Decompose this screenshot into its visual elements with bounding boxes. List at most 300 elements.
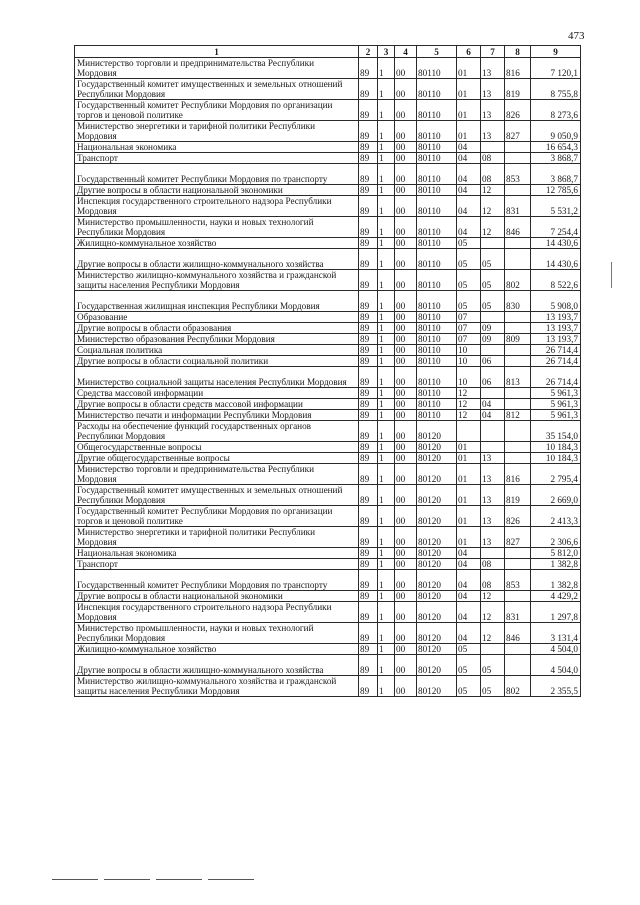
code-cell: [505, 356, 531, 367]
table-row: [75, 367, 581, 388]
code-cell: 00: [395, 421, 417, 442]
code-cell: 89: [359, 591, 378, 602]
code-cell: 00: [395, 291, 417, 312]
code-cell: 1: [378, 570, 395, 591]
row-name-cell: Другие вопросы в области жилищно-коммунального хозяйства: [75, 249, 359, 270]
code-cell: 80110: [417, 249, 457, 270]
code-cell: 06: [481, 356, 505, 367]
code-cell: 00: [395, 602, 417, 623]
code-cell: 89: [359, 464, 378, 485]
amount-cell: 2 413,3: [531, 506, 581, 527]
code-cell: 10: [457, 367, 481, 388]
table-row: [75, 388, 581, 399]
code-cell: 00: [395, 58, 417, 79]
code-cell: 809: [505, 334, 531, 345]
page-number: 473: [568, 30, 585, 42]
code-cell: 00: [395, 345, 417, 356]
row-name-cell: Инспекция государственного строительного надзора Республики Мордовия: [75, 196, 359, 217]
row-name-cell: Средства массовой информации: [75, 388, 359, 399]
code-cell: 00: [395, 676, 417, 697]
row-name-cell: Другие вопросы в области социальной политики: [75, 356, 359, 367]
code-cell: [505, 453, 531, 464]
table-row: [75, 291, 581, 312]
amount-cell: 2 306,6: [531, 527, 581, 548]
code-cell: [505, 388, 531, 399]
code-cell: 04: [457, 217, 481, 238]
code-cell: 89: [359, 506, 378, 527]
code-cell: 01: [457, 485, 481, 506]
row-name-cell: Жилищно-коммунальное хозяйство: [75, 238, 359, 249]
code-cell: 80110: [417, 367, 457, 388]
code-cell: [505, 249, 531, 270]
table-row: [75, 334, 581, 345]
code-cell: 00: [395, 196, 417, 217]
code-cell: 12: [481, 591, 505, 602]
code-cell: 80120: [417, 506, 457, 527]
code-cell: 1: [378, 559, 395, 570]
code-cell: 1: [378, 334, 395, 345]
code-cell: 05: [457, 644, 481, 655]
code-cell: 819: [505, 79, 531, 100]
code-cell: 89: [359, 548, 378, 559]
amount-cell: 10 184,3: [531, 453, 581, 464]
row-name-cell: Образование: [75, 312, 359, 323]
footer-rule: [52, 879, 98, 880]
code-cell: 80120: [417, 602, 457, 623]
table-row: [75, 185, 581, 196]
code-cell: [481, 312, 505, 323]
table-row: [75, 249, 581, 270]
code-cell: 80120: [417, 559, 457, 570]
amount-cell: 1 382,8: [531, 559, 581, 570]
column-header: 4: [395, 46, 417, 58]
code-cell: 1: [378, 367, 395, 388]
code-cell: 80120: [417, 527, 457, 548]
code-cell: 1: [378, 185, 395, 196]
code-cell: 04: [457, 153, 481, 164]
code-cell: 04: [457, 196, 481, 217]
code-cell: 89: [359, 527, 378, 548]
table-row: [75, 410, 581, 421]
code-cell: 80110: [417, 217, 457, 238]
code-cell: 13: [481, 527, 505, 548]
table-row: [75, 196, 581, 217]
code-cell: 89: [359, 345, 378, 356]
table-row: [75, 312, 581, 323]
code-cell: [505, 559, 531, 570]
code-cell: 826: [505, 506, 531, 527]
table-row: [75, 217, 581, 238]
code-cell: 89: [359, 410, 378, 421]
code-cell: 831: [505, 602, 531, 623]
code-cell: 00: [395, 164, 417, 185]
code-cell: [505, 442, 531, 453]
code-cell: 04: [457, 548, 481, 559]
code-cell: 89: [359, 249, 378, 270]
code-cell: 12: [481, 185, 505, 196]
code-cell: 00: [395, 527, 417, 548]
table-row: [75, 655, 581, 676]
code-cell: 89: [359, 312, 378, 323]
code-cell: 12: [481, 196, 505, 217]
code-cell: 80110: [417, 399, 457, 410]
code-cell: 05: [481, 655, 505, 676]
amount-cell: 3 868,7: [531, 164, 581, 185]
row-name-cell: Министерство энергетики и тарифной политики Республики Мордовия: [75, 527, 359, 548]
row-name-cell: Другие вопросы в области национальной экономики: [75, 591, 359, 602]
code-cell: 1: [378, 676, 395, 697]
amount-cell: 4 429,2: [531, 591, 581, 602]
code-cell: 00: [395, 100, 417, 121]
table-row: [75, 623, 581, 644]
code-cell: 1: [378, 623, 395, 644]
code-cell: 89: [359, 623, 378, 644]
code-cell: 80120: [417, 655, 457, 676]
code-cell: 12: [481, 217, 505, 238]
amount-cell: 4 504,0: [531, 655, 581, 676]
code-cell: 01: [457, 79, 481, 100]
amount-cell: 4 504,0: [531, 644, 581, 655]
column-header: 7: [481, 46, 505, 58]
code-cell: 08: [481, 164, 505, 185]
code-cell: 80120: [417, 453, 457, 464]
code-cell: 04: [457, 591, 481, 602]
code-cell: 1: [378, 453, 395, 464]
column-header: 5: [417, 46, 457, 58]
code-cell: 13: [481, 485, 505, 506]
code-cell: 89: [359, 291, 378, 312]
amount-cell: 8 522,6: [531, 270, 581, 291]
row-name-cell: Министерство жилищно-коммунального хозяйства и гражданской защиты населения Республики Мордовия: [75, 270, 359, 291]
table-row: [75, 570, 581, 591]
column-header: 1: [75, 46, 359, 58]
code-cell: 1: [378, 506, 395, 527]
table-row: [75, 58, 581, 79]
code-cell: 89: [359, 356, 378, 367]
table-row: [75, 270, 581, 291]
code-cell: 05: [457, 291, 481, 312]
table-row: [75, 442, 581, 453]
column-header: 8: [505, 46, 531, 58]
row-name-cell: Министерство печати и информации Республики Мордовия: [75, 410, 359, 421]
code-cell: 80110: [417, 238, 457, 249]
code-cell: 05: [481, 676, 505, 697]
amount-cell: 3 131,4: [531, 623, 581, 644]
code-cell: 89: [359, 570, 378, 591]
code-cell: 05: [481, 291, 505, 312]
code-cell: 09: [481, 323, 505, 334]
row-name-cell: Другие вопросы в области образования: [75, 323, 359, 334]
row-name-cell: Государственная жилищная инспекция Республики Мордовия: [75, 291, 359, 312]
amount-cell: 26 714,4: [531, 367, 581, 388]
code-cell: 1: [378, 79, 395, 100]
code-cell: 89: [359, 388, 378, 399]
code-cell: 89: [359, 399, 378, 410]
code-cell: 80120: [417, 548, 457, 559]
code-cell: 1: [378, 312, 395, 323]
amount-cell: 35 154,0: [531, 421, 581, 442]
code-cell: 00: [395, 570, 417, 591]
code-cell: 89: [359, 164, 378, 185]
code-cell: 80120: [417, 676, 457, 697]
code-cell: 80120: [417, 591, 457, 602]
table-row: [75, 644, 581, 655]
code-cell: 00: [395, 323, 417, 334]
code-cell: 1: [378, 345, 395, 356]
table-row: [75, 602, 581, 623]
code-cell: [457, 421, 481, 442]
code-cell: 80110: [417, 345, 457, 356]
code-cell: 13: [481, 79, 505, 100]
code-cell: 89: [359, 270, 378, 291]
code-cell: 813: [505, 367, 531, 388]
row-name-cell: Государственный комитет Республики Мордовия по транспорту: [75, 570, 359, 591]
amount-cell: 5 531,2: [531, 196, 581, 217]
code-cell: 00: [395, 464, 417, 485]
row-name-cell: Государственный комитет имущественных и земельных отношений Республики Мордовия: [75, 485, 359, 506]
code-cell: 05: [457, 249, 481, 270]
code-cell: 04: [457, 570, 481, 591]
code-cell: 04: [457, 623, 481, 644]
code-cell: 80110: [417, 164, 457, 185]
code-cell: 1: [378, 121, 395, 142]
amount-cell: 7 254,4: [531, 217, 581, 238]
code-cell: 1: [378, 410, 395, 421]
code-cell: 00: [395, 485, 417, 506]
code-cell: [481, 388, 505, 399]
amount-cell: 13 193,7: [531, 312, 581, 323]
code-cell: 13: [481, 100, 505, 121]
code-cell: 04: [457, 559, 481, 570]
table-row: [75, 559, 581, 570]
code-cell: 00: [395, 591, 417, 602]
code-cell: 80110: [417, 323, 457, 334]
code-cell: 13: [481, 121, 505, 142]
table-row: [75, 548, 581, 559]
code-cell: 1: [378, 142, 395, 153]
code-cell: 1: [378, 485, 395, 506]
table-row: [75, 485, 581, 506]
code-cell: 89: [359, 453, 378, 464]
table-row: [75, 453, 581, 464]
code-cell: 80120: [417, 623, 457, 644]
code-cell: 00: [395, 142, 417, 153]
code-cell: 802: [505, 270, 531, 291]
amount-cell: 5 908,0: [531, 291, 581, 312]
code-cell: [481, 142, 505, 153]
row-name-cell: Расходы на обеспечение функций государственных органов Республики Мордовия: [75, 421, 359, 442]
code-cell: [505, 238, 531, 249]
code-cell: 00: [395, 270, 417, 291]
code-cell: 12: [481, 602, 505, 623]
code-cell: 80120: [417, 644, 457, 655]
code-cell: 00: [395, 453, 417, 464]
code-cell: [505, 644, 531, 655]
code-cell: 05: [457, 655, 481, 676]
amount-cell: 2 669,0: [531, 485, 581, 506]
row-name-cell: Другие вопросы в области национальной экономики: [75, 185, 359, 196]
row-name-cell: Государственный комитет Республики Мордовия по организации торгов и ценовой политике: [75, 100, 359, 121]
table-row: [75, 100, 581, 121]
row-name-cell: Государственный комитет имущественных и земельных отношений Республики Мордовия: [75, 79, 359, 100]
code-cell: 00: [395, 548, 417, 559]
amount-cell: 26 714,4: [531, 345, 581, 356]
row-name-cell: Министерство промышленности, науки и новых технологий Республики Мордовия: [75, 217, 359, 238]
table-row: [75, 527, 581, 548]
code-cell: 80110: [417, 270, 457, 291]
code-cell: 1: [378, 356, 395, 367]
code-cell: 12: [481, 623, 505, 644]
code-cell: 00: [395, 399, 417, 410]
table-row: [75, 238, 581, 249]
code-cell: [505, 655, 531, 676]
code-cell: 80110: [417, 196, 457, 217]
row-name-cell: Министерство энергетики и тарифной политики Республики Мордовия: [75, 121, 359, 142]
amount-cell: 13 193,7: [531, 323, 581, 334]
amount-cell: 5 961,3: [531, 388, 581, 399]
amount-cell: 2 795,4: [531, 464, 581, 485]
code-cell: 89: [359, 367, 378, 388]
code-cell: 07: [457, 323, 481, 334]
row-name-cell: Социальная политика: [75, 345, 359, 356]
code-cell: 802: [505, 676, 531, 697]
code-cell: 80110: [417, 58, 457, 79]
code-cell: 1: [378, 196, 395, 217]
code-cell: 89: [359, 238, 378, 249]
table-row: [75, 399, 581, 410]
row-name-cell: Другие вопросы в области жилищно-коммунального хозяйства: [75, 655, 359, 676]
code-cell: 80110: [417, 334, 457, 345]
code-cell: 1: [378, 464, 395, 485]
code-cell: [505, 421, 531, 442]
code-cell: 1: [378, 602, 395, 623]
table-row: [75, 79, 581, 100]
code-cell: 00: [395, 388, 417, 399]
code-cell: 1: [378, 217, 395, 238]
code-cell: 89: [359, 153, 378, 164]
code-cell: 12: [457, 410, 481, 421]
code-cell: [481, 421, 505, 442]
code-cell: [505, 591, 531, 602]
code-cell: 846: [505, 623, 531, 644]
row-name-cell: Государственный комитет Республики Мордовия по организации торгов и ценовой политике: [75, 506, 359, 527]
amount-cell: 1 297,8: [531, 602, 581, 623]
code-cell: [505, 345, 531, 356]
code-cell: 89: [359, 676, 378, 697]
code-cell: 816: [505, 58, 531, 79]
row-name-cell: Министерство торговли и предпринимательства Республики Мордовия: [75, 464, 359, 485]
code-cell: [505, 153, 531, 164]
table-row: [75, 356, 581, 367]
code-cell: 1: [378, 323, 395, 334]
code-cell: 89: [359, 644, 378, 655]
code-cell: 04: [481, 399, 505, 410]
code-cell: 89: [359, 185, 378, 196]
code-cell: 00: [395, 559, 417, 570]
code-cell: [505, 399, 531, 410]
table-row: [75, 164, 581, 185]
amount-cell: 5 961,3: [531, 399, 581, 410]
code-cell: 01: [457, 527, 481, 548]
footer-rule: [208, 879, 254, 880]
code-cell: 1: [378, 655, 395, 676]
amount-cell: 9 050,9: [531, 121, 581, 142]
amount-cell: 14 430,6: [531, 238, 581, 249]
table-row: [75, 591, 581, 602]
amount-cell: 13 193,7: [531, 334, 581, 345]
code-cell: 80120: [417, 485, 457, 506]
code-cell: [505, 548, 531, 559]
code-cell: 00: [395, 153, 417, 164]
table-row: [75, 676, 581, 697]
code-cell: 00: [395, 79, 417, 100]
code-cell: 04: [457, 602, 481, 623]
code-cell: 09: [481, 334, 505, 345]
code-cell: 89: [359, 196, 378, 217]
code-cell: 00: [395, 217, 417, 238]
code-cell: 1: [378, 238, 395, 249]
code-cell: 05: [481, 270, 505, 291]
row-name-cell: Национальная экономика: [75, 548, 359, 559]
amount-cell: 5 961,3: [531, 410, 581, 421]
code-cell: 00: [395, 367, 417, 388]
code-cell: 89: [359, 655, 378, 676]
code-cell: 05: [481, 249, 505, 270]
row-name-cell: Министерство образования Республики Мордовия: [75, 334, 359, 345]
code-cell: 1: [378, 644, 395, 655]
code-cell: 80120: [417, 442, 457, 453]
code-cell: 827: [505, 527, 531, 548]
code-cell: [505, 142, 531, 153]
amount-cell: 7 120,1: [531, 58, 581, 79]
code-cell: 80120: [417, 570, 457, 591]
column-header: 9: [531, 46, 581, 58]
code-cell: [505, 185, 531, 196]
table-row: [75, 464, 581, 485]
code-cell: 10: [457, 345, 481, 356]
code-cell: 04: [457, 185, 481, 196]
code-cell: 816: [505, 464, 531, 485]
code-cell: 01: [457, 464, 481, 485]
amount-cell: 14 430,6: [531, 249, 581, 270]
code-cell: 826: [505, 100, 531, 121]
code-cell: 80110: [417, 356, 457, 367]
code-cell: 1: [378, 388, 395, 399]
code-cell: 89: [359, 559, 378, 570]
code-cell: 00: [395, 334, 417, 345]
code-cell: 00: [395, 312, 417, 323]
code-cell: 853: [505, 164, 531, 185]
table-row: [75, 142, 581, 153]
code-cell: 80110: [417, 312, 457, 323]
amount-cell: 12 785,6: [531, 185, 581, 196]
code-cell: 830: [505, 291, 531, 312]
code-cell: 12: [457, 388, 481, 399]
row-name-cell: Общегосударственные вопросы: [75, 442, 359, 453]
code-cell: 01: [457, 100, 481, 121]
table-row: [75, 421, 581, 442]
code-cell: 04: [457, 142, 481, 153]
column-header: 3: [378, 46, 395, 58]
row-name-cell: Жилищно-коммунальное хозяйство: [75, 644, 359, 655]
row-name-cell: Транспорт: [75, 153, 359, 164]
code-cell: [481, 644, 505, 655]
code-cell: 831: [505, 196, 531, 217]
code-cell: 1: [378, 270, 395, 291]
amount-cell: 8 273,6: [531, 100, 581, 121]
row-name-cell: Инспекция государственного строительного надзора Республики Мордовия: [75, 602, 359, 623]
code-cell: 00: [395, 623, 417, 644]
